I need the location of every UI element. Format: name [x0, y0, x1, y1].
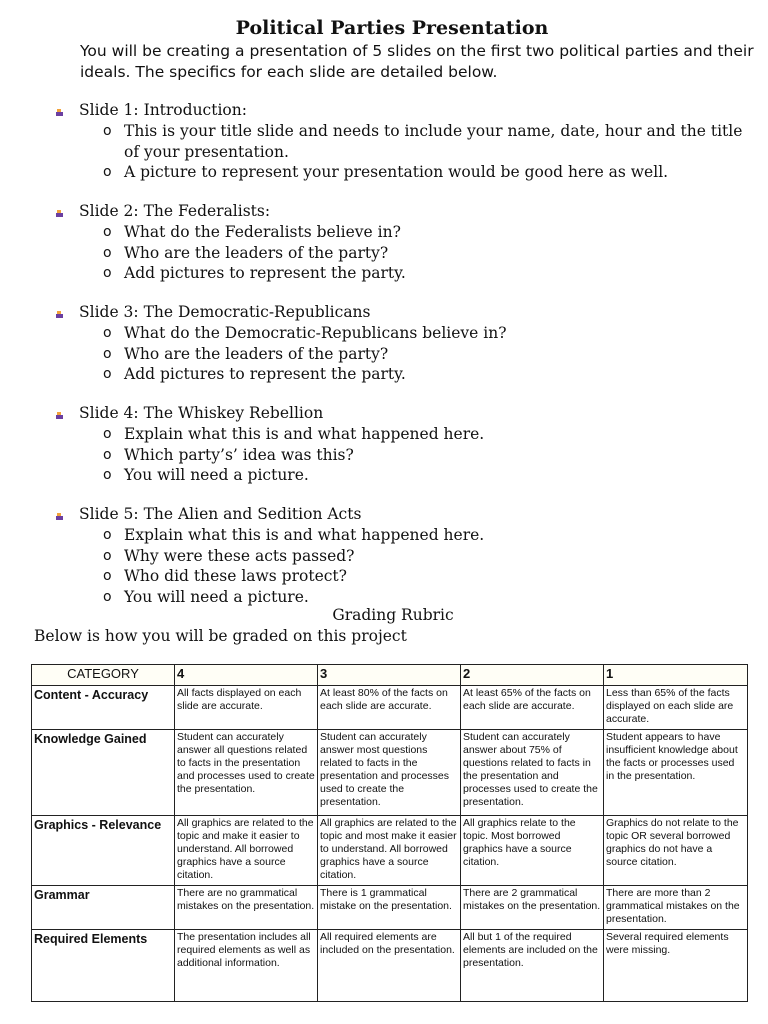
list-item	[103, 364, 753, 385]
criteria-cell: All graphics are related to the topic and make it easier to understand. All borrowed graphics have a source citation.	[175, 816, 318, 886]
list-item-text: This is your title slide and needs to include your name, date, hour and the title of your presentation.	[124, 122, 743, 161]
category-cell: Graphics - Relevance	[32, 816, 175, 886]
circle-bullet-icon: o	[103, 588, 112, 605]
circle-bullet-icon: o	[103, 164, 112, 181]
circle-bullet-icon: o	[103, 123, 112, 139]
column-header-category: CATEGORY	[32, 665, 175, 686]
circle-bullet-icon: o	[103, 366, 112, 383]
column-header-score: 2	[461, 665, 604, 686]
circle-bullet-icon: o	[103, 224, 112, 240]
criteria-cell: All but 1 of the required elements are included on the presentation.	[461, 930, 604, 1002]
list-item-text: Add pictures to represent the party.	[124, 365, 406, 384]
bullet-icon	[56, 210, 64, 218]
list-item	[103, 465, 753, 486]
circle-bullet-icon: o	[103, 345, 112, 362]
column-header-score: 3	[318, 665, 461, 686]
slide-requirements	[103, 121, 753, 183]
criteria-cell: At least 65% of the facts on each slide are accurate.	[461, 686, 604, 730]
list-item	[103, 445, 753, 466]
list-item	[103, 222, 753, 243]
circle-bullet-icon: o	[103, 467, 112, 484]
slide-heading: Slide 5: The Alien and Sedition Acts	[79, 505, 362, 523]
criteria-cell: All graphics relate to the topic. Most borrowed graphics have a source citation.	[461, 816, 604, 886]
criteria-cell: Student appears to have insufficient knowledge about the facts or processes used in the presentation.	[604, 730, 748, 816]
criteria-cell: The presentation includes all required elements as well as additional information.	[175, 930, 318, 1002]
list-item-text: Explain what this is and what happened here.	[124, 526, 485, 544]
circle-bullet-icon: o	[103, 265, 112, 282]
circle-bullet-icon: o	[103, 244, 112, 261]
criteria-cell: Less than 65% of the facts displayed on each slide are accurate.	[604, 686, 748, 730]
circle-bullet-icon: o	[103, 547, 112, 564]
slide-requirements	[103, 222, 753, 284]
criteria-cell: There are no grammatical mistakes on the presentation.	[175, 886, 318, 930]
circle-bullet-icon: o	[103, 446, 112, 463]
slide-heading: Slide 4: The Whiskey Rebellion	[79, 404, 324, 422]
circle-bullet-icon: o	[103, 527, 112, 543]
criteria-cell: All required elements are included on the presentation.	[318, 930, 461, 1002]
table-row	[32, 930, 748, 1002]
list-item	[103, 323, 753, 344]
criteria-cell: At least 80% of the facts on each slide are accurate.	[318, 686, 461, 730]
category-cell: Required Elements	[32, 930, 175, 1002]
rubric-subtitle: Below is how you will be graded on this project	[34, 627, 407, 645]
slide-requirements	[103, 424, 753, 486]
criteria-cell: All graphics are related to the topic and most make it easier to understand. All borrowed graphics have a source citation.	[318, 816, 461, 886]
list-item	[103, 243, 753, 264]
rubric-title: Grading Rubric	[332, 606, 454, 624]
bullet-icon	[56, 109, 64, 117]
circle-bullet-icon: o	[103, 568, 112, 585]
criteria-cell: Graphics do not relate to the topic OR several borrowed graphics do not have a source citation.	[604, 816, 748, 886]
rubric-body	[32, 686, 748, 1002]
list-item	[103, 424, 753, 445]
category-cell: Grammar	[32, 886, 175, 930]
list-item	[103, 546, 753, 567]
list-item-text: You will need a picture.	[124, 466, 309, 485]
category-cell: Content - Accuracy	[32, 686, 175, 730]
category-cell: Knowledge Gained	[32, 730, 175, 816]
list-item	[103, 263, 753, 284]
criteria-cell: All facts displayed on each slide are accurate.	[175, 686, 318, 730]
list-item-text: A picture to represent your presentation would be good here as well.	[124, 163, 669, 182]
criteria-cell: Several required elements were missing.	[604, 930, 748, 1002]
list-item-text: Add pictures to represent the party.	[124, 264, 406, 283]
slide-requirements	[103, 525, 753, 607]
rubric-table	[31, 664, 748, 1002]
list-item-text: What do the Democratic-Republicans believe in?	[124, 324, 507, 342]
bullet-icon	[56, 412, 64, 420]
column-header-score: 4	[175, 665, 318, 686]
slide-requirements	[103, 323, 753, 385]
list-item-text: Who did these laws protect?	[124, 567, 347, 586]
criteria-cell: There is 1 grammatical mistake on the presentation.	[318, 886, 461, 930]
bullet-icon	[56, 311, 64, 319]
list-item	[103, 162, 753, 183]
slide-heading: Slide 2: The Federalists:	[79, 202, 271, 220]
intro-paragraph: You will be creating a presentation of 5 slides on the first two political parties and their ideals. The specifics for each slide are detailed below.	[80, 42, 754, 81]
criteria-cell: There are 2 grammatical mistakes on the presentation.	[461, 886, 604, 930]
circle-bullet-icon: o	[103, 426, 112, 442]
page-title: Political Parties Presentation	[235, 17, 549, 39]
list-item-text: What do the Federalists believe in?	[124, 223, 401, 241]
circle-bullet-icon: o	[103, 325, 112, 341]
slide-heading: Slide 3: The Democratic-Republicans	[79, 303, 371, 321]
table-row	[32, 686, 748, 730]
list-item	[103, 566, 753, 587]
rubric-header-row	[32, 665, 748, 686]
criteria-cell: There are more than 2 grammatical mistakes on the presentation.	[604, 886, 748, 930]
list-item	[103, 344, 753, 365]
criteria-cell: Student can accurately answer about 75% of questions related to facts in the presentation and processes used to create the presentation.	[461, 730, 604, 816]
criteria-cell: Student can accurately answer most questions related to facts in the presentation and processes used to create the presentation.	[318, 730, 461, 816]
list-item-text: Explain what this is and what happened here.	[124, 425, 485, 443]
list-item-text: Why were these acts passed?	[124, 546, 355, 565]
column-header-score: 1	[604, 665, 748, 686]
table-row	[32, 886, 748, 930]
list-item	[103, 525, 753, 546]
list-item-text: Who are the leaders of the party?	[124, 344, 389, 363]
list-item-text: You will need a picture.	[124, 587, 309, 606]
list-item	[103, 121, 753, 162]
table-row	[32, 816, 748, 886]
table-row	[32, 730, 748, 816]
criteria-cell: Student can accurately answer all questions related to facts in the presentation and processes used to create the presentation.	[175, 730, 318, 816]
list-item-text: Who are the leaders of the party?	[124, 243, 389, 262]
bullet-icon	[56, 513, 64, 521]
list-item-text: Which party’s’ idea was this?	[124, 445, 354, 464]
slide-heading: Slide 1: Introduction:	[79, 101, 247, 119]
